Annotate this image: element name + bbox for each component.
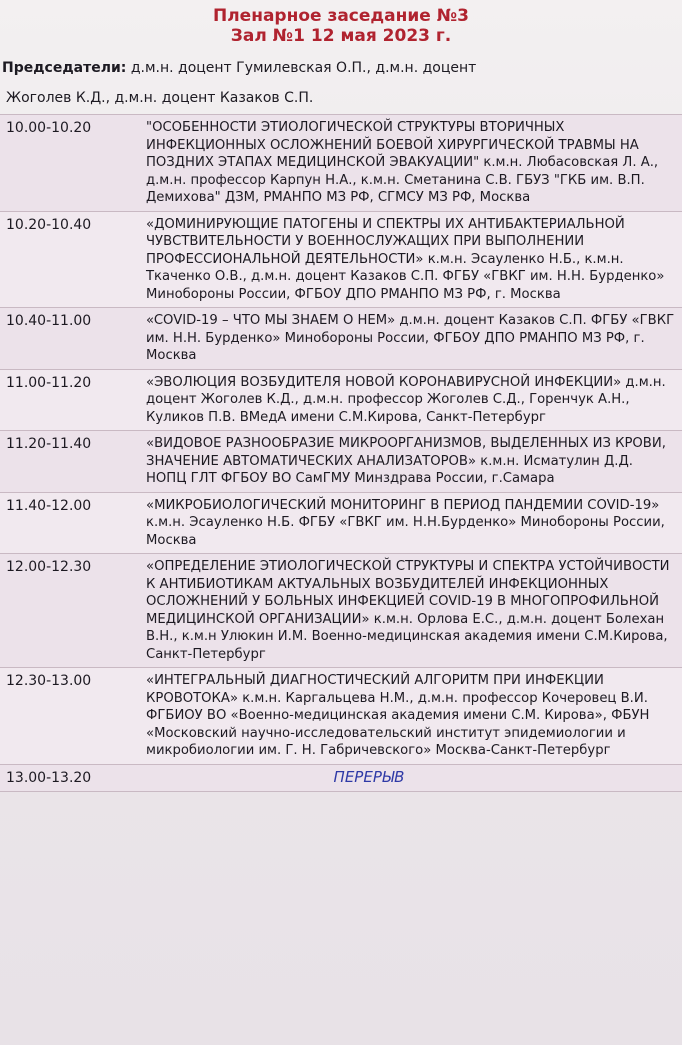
talk-authors: д.м.н. доцент Казаков С.П. ФГБУ «ГВКГ им. Н.Н. Бурденко» Минобороны России, ФГБОУ ДПО РМАНПО МЗ РФ, г. Москва [146, 313, 675, 363]
row-talk [142, 668, 682, 764]
row-talk [142, 115, 682, 211]
talk-title: «ВИДОВОЕ РАЗНООБРАЗИЕ МИКРООРГАНИЗМОВ, ВЫДЕЛЕННЫХ ИЗ КРОВИ, ЗНАЧЕНИЕ АВТОМАТИЧЕСКИХ АНАЛИЗАТОРОВ» [146, 436, 666, 469]
row-talk [142, 308, 682, 369]
talk-title: «ОПРЕДЕЛЕНИЕ ЭТИОЛОГИЧЕСКОЙ СТРУКТУРЫ И СПЕКТРА УСТОЙЧИВОСТИ К АНТИБИОТИКАМ АКТУАЛЬНЫХ ВОЗБУДИТЕЛЕЙ ИНФЕКЦИОННЫХ ОСЛОЖНЕНИЙ У БОЛЬНЫХ ИНФЕКЦИЕЙ COVID-19 В МНОГОПРОФИЛЬНОЙ МЕДИЦИНСКОЙ ОРГАНИЗАЦИИ» [146, 559, 670, 627]
schedule-row [0, 554, 682, 668]
schedule-row [0, 431, 682, 493]
session-hall-date: Зал №1 12 мая 2023 г. [230, 26, 452, 46]
row-talk [142, 370, 682, 431]
row-time: 12.00-12.30 [6, 559, 92, 575]
row-time: 11.00-11.20 [6, 374, 92, 391]
schedule-row [0, 370, 682, 432]
schedule-row [0, 493, 682, 555]
schedule-table [0, 114, 682, 792]
chairpersons [0, 46, 682, 108]
talk-authors: к.м.н. Орлова Е.С., д.м.н. доцент Болехан В.Н., к.м.н Улюкин И.М. Военно-медицинская академия имени С.М.Кирова, Санкт-Петербург [146, 611, 668, 662]
session-header [0, 0, 682, 46]
talk-authors: к.м.н. Эсауленко Н.Б., к.м.н. Ткаченко О.В., д.м.н. доцент Казаков С.П. ФГБУ «ГВКГ им. Н.Н. Бурденко» Минобороны России, ФГБОУ ДПО РМАНПО МЗ РФ, г. Москва [146, 251, 665, 302]
schedule-row [0, 668, 682, 765]
session-title: Пленарное заседание №3 [212, 6, 469, 26]
chairpersons-line2: Жоголев К.Д., д.м.н. доцент Казаков С.П. [6, 90, 314, 106]
row-talk [142, 493, 682, 554]
row-time: 12.30-13.00 [6, 673, 92, 689]
talk-title: «ЭВОЛЮЦИЯ ВОЗБУДИТЕЛЯ НОВОЙ КОРОНАВИРУСНОЙ ИНФЕКЦИИ» [146, 374, 622, 390]
schedule-row [0, 212, 682, 309]
break-label: ПЕРЕРЫВ [333, 767, 405, 786]
row-time: 11.40-12.00 [6, 497, 92, 514]
row-time: 10.00-10.20 [6, 120, 92, 136]
row-talk [142, 212, 682, 308]
schedule-row [0, 308, 682, 370]
row-talk [142, 554, 682, 667]
talk-title: «COVID-19 – ЧТО МЫ ЗНАЕМ О НЕМ» [146, 313, 396, 328]
row-talk [142, 431, 682, 492]
talk-title: "ОСОБЕННОСТИ ЭТИОЛОГИЧЕСКОЙ СТРУКТУРЫ ВТОРИЧНЫХ ИНФЕКЦИОННЫХ ОСЛОЖНЕНИЙ БОЕВОЙ ХИРУРГИЧЕСКОЙ ТРАВМЫ НА ПОЗДНИХ ЭТАПАХ МЕДИЦИНСКОЙ ЭВАКУАЦИИ" [146, 120, 639, 170]
break-time: 13.00-13.20 [6, 769, 92, 786]
row-time: 10.40-11.00 [6, 313, 92, 329]
row-time: 10.20-10.40 [6, 216, 92, 233]
talk-authors: д.м.н. доцент Жоголев К.Д., д.м.н. профессор Жоголев С.Д., Горенчук А.Н., Куликов П.В. ВМедА имени С.М.Кирова, Санкт-Петербург [146, 374, 666, 425]
talk-authors: к.м.н. Каргальцева Н.М., д.м.н. профессор Кочеровец В.И. ФГБИОУ ВО «Военно-медицинская академия имени С.М. Кирова», ФБУН «Московский научно-исследовательский институт эпидемиологии и микробиологии им. Г. Н. Габричевского» Москва-Санкт-Петербург [146, 690, 650, 758]
chairpersons-line1: д.м.н. доцент Гумилевская О.П., д.м.н. доцент [130, 60, 477, 76]
talk-authors: к.м.н. Любасовская Л. А., д.м.н. профессор Карпун Н.А., к.м.н. Сметанина С.В. ГБУЗ "ГКБ им. В.П. Демихова" ДЗМ, РМАНПО МЗ РФ, СГМСУ МЗ РФ, Москва [146, 155, 659, 205]
talk-title: «МИКРОБИОЛОГИЧЕСКИЙ МОНИТОРИНГ В ПЕРИОД ПАНДЕМИИ COVID-19» [146, 497, 660, 513]
row-time: 11.20-11.40 [6, 436, 92, 452]
schedule-row [0, 115, 682, 212]
talk-authors: к.м.н. Эсауленко Н.Б. ФГБУ «ГВКГ им. Н.Н.Бурденко» Минобороны России, Москва [146, 515, 665, 548]
talk-title: «ДОМИНИРУЮЩИЕ ПАТОГЕНЫ И СПЕКТРЫ ИХ АНТИБАКТЕРИАЛЬНОЙ ЧУВСТВИТЕЛЬНОСТИ У ВОЕННОСЛУЖАЩИХ ПРИ ВЫПОЛНЕНИИ ПРОФЕССИОНАЛЬНОЙ ДЕЯТЕЛЬНОСТИ» [146, 216, 625, 267]
talk-title: «ИНТЕГРАЛЬНЫЙ ДИАГНОСТИЧЕСКИЙ АЛГОРИТМ ПРИ ИНФЕКЦИИ КРОВОТОКА» [146, 673, 604, 706]
chairpersons-label: Председатели: [2, 60, 127, 76]
talk-authors: к.м.н. Исматулин Д.Д. НОПЦ ГЛТ ФГБОУ ВО СамГМУ Минздрава России, г.Самара [146, 453, 633, 486]
break-row [0, 765, 682, 792]
